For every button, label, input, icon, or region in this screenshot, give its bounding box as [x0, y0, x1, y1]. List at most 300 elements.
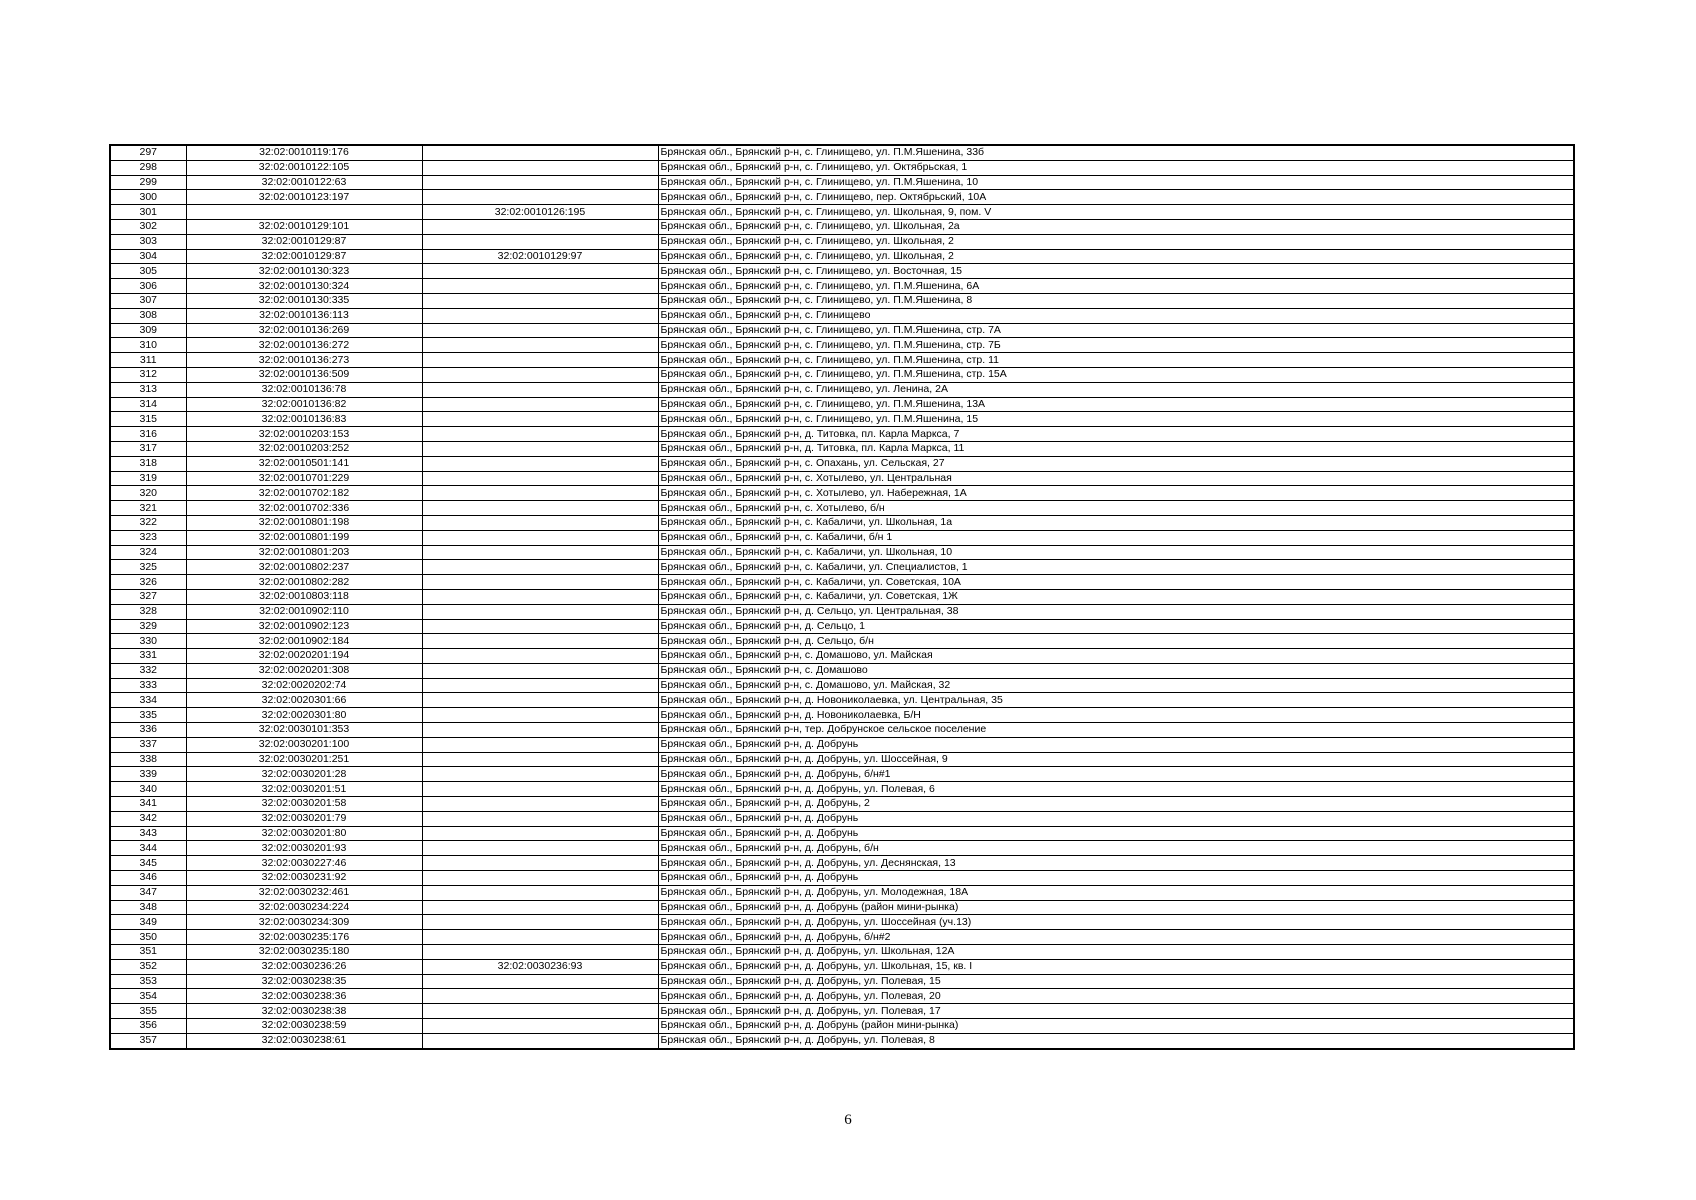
- building-cadastral-number-cell: [422, 1033, 658, 1048]
- table-row: [110, 856, 1574, 871]
- building-cadastral-number-cell: 32:02:0030236:93: [422, 959, 658, 974]
- address-cell: Брянская обл., Брянский р-н, д. Добрунь, ул. Полевая, 15: [658, 974, 1574, 989]
- table-row: [110, 382, 1574, 397]
- row-number-cell: 355: [110, 1004, 186, 1019]
- address-cell: Брянская обл., Брянский р-н, с. Домашово, ул. Майская: [658, 649, 1574, 664]
- table-row: [110, 545, 1574, 560]
- cadastral-number-cell: 32:02:0030201:51: [186, 782, 422, 797]
- table-row: [110, 234, 1574, 249]
- cadastral-number-cell: 32:02:0020201:194: [186, 649, 422, 664]
- cadastral-number-cell: 32:02:0010701:229: [186, 471, 422, 486]
- page-number: 6: [844, 1112, 852, 1128]
- row-number-cell: 345: [110, 856, 186, 871]
- cadastral-number-cell: 32:02:0020202:74: [186, 678, 422, 693]
- table-row: [110, 367, 1574, 382]
- table-row: [110, 338, 1574, 353]
- row-number-cell: 298: [110, 160, 186, 175]
- table-row: [110, 678, 1574, 693]
- cadastral-number-cell: 32:02:0030238:59: [186, 1019, 422, 1034]
- cadastral-number-cell: 32:02:0010136:272: [186, 338, 422, 353]
- table-row: [110, 427, 1574, 442]
- table-row: [110, 308, 1574, 323]
- building-cadastral-number-cell: [422, 782, 658, 797]
- cadastral-number-cell: 32:02:0030201:28: [186, 767, 422, 782]
- table-row: [110, 323, 1574, 338]
- building-cadastral-number-cell: [422, 353, 658, 368]
- row-number-cell: 348: [110, 900, 186, 915]
- cadastral-number-cell: 32:02:0010802:282: [186, 575, 422, 590]
- building-cadastral-number-cell: [422, 515, 658, 530]
- building-cadastral-number-cell: [422, 1019, 658, 1034]
- building-cadastral-number-cell: [422, 634, 658, 649]
- table-row: [110, 486, 1574, 501]
- building-cadastral-number-cell: [422, 649, 658, 664]
- cadastral-number-cell: 32:02:0010130:324: [186, 279, 422, 294]
- table-row: [110, 871, 1574, 886]
- cadastral-number-cell: 32:02:0010902:123: [186, 619, 422, 634]
- row-number-cell: 350: [110, 930, 186, 945]
- table-row: [110, 723, 1574, 738]
- row-number-cell: 305: [110, 264, 186, 279]
- cadastral-number-cell: 32:02:0030235:180: [186, 945, 422, 960]
- address-cell: Брянская обл., Брянский р-н, д. Добрунь: [658, 871, 1574, 886]
- cadastral-number-cell: 32:02:0010801:198: [186, 515, 422, 530]
- address-cell: Брянская обл., Брянский р-н, д. Добрунь (район мини-рынка): [658, 1019, 1574, 1034]
- building-cadastral-number-cell: [422, 190, 658, 205]
- address-cell: Брянская обл., Брянский р-н, с. Кабаличи, ул. Советская, 10А: [658, 575, 1574, 590]
- building-cadastral-number-cell: 32:02:0010126:195: [422, 205, 658, 220]
- table-row: [110, 190, 1574, 205]
- row-number-cell: 316: [110, 427, 186, 442]
- cadastral-number-cell: 32:02:0030227:46: [186, 856, 422, 871]
- cadastral-number-cell: 32:02:0020301:80: [186, 708, 422, 723]
- cadastral-number-cell: 32:02:0010130:335: [186, 293, 422, 308]
- building-cadastral-number-cell: [422, 871, 658, 886]
- row-number-cell: 346: [110, 871, 186, 886]
- cadastral-number-cell: 32:02:0010136:113: [186, 308, 422, 323]
- cadastral-number-cell: 32:02:0010130:323: [186, 264, 422, 279]
- building-cadastral-number-cell: [422, 575, 658, 590]
- cadastral-number-cell: 32:02:0030201:93: [186, 841, 422, 856]
- table-row: [110, 205, 1574, 220]
- building-cadastral-number-cell: [422, 663, 658, 678]
- row-number-cell: 304: [110, 249, 186, 264]
- address-cell: Брянская обл., Брянский р-н, с. Глинищево, ул. П.М.Яшенина, стр. 11: [658, 353, 1574, 368]
- address-cell: Брянская обл., Брянский р-н, с. Глинищево, ул. П.М.Яшенина, 33б: [658, 145, 1574, 160]
- building-cadastral-number-cell: [422, 175, 658, 190]
- address-cell: Брянская обл., Брянский р-н, с. Глинищево: [658, 308, 1574, 323]
- table-row: [110, 501, 1574, 516]
- building-cadastral-number-cell: [422, 323, 658, 338]
- building-cadastral-number-cell: [422, 234, 658, 249]
- row-number-cell: 302: [110, 219, 186, 234]
- building-cadastral-number-cell: [422, 767, 658, 782]
- row-number-cell: 337: [110, 737, 186, 752]
- cadastral-number-cell: 32:02:0030238:35: [186, 974, 422, 989]
- registry-table: [109, 144, 1575, 1050]
- row-number-cell: 330: [110, 634, 186, 649]
- table-row: [110, 279, 1574, 294]
- row-number-cell: 342: [110, 811, 186, 826]
- cadastral-number-cell: 32:02:0030201:251: [186, 752, 422, 767]
- table-row: [110, 264, 1574, 279]
- building-cadastral-number-cell: [422, 811, 658, 826]
- building-cadastral-number-cell: [422, 900, 658, 915]
- cadastral-number-cell: 32:02:0010122:105: [186, 160, 422, 175]
- row-number-cell: 352: [110, 959, 186, 974]
- cadastral-number-cell: 32:02:0010136:269: [186, 323, 422, 338]
- address-cell: Брянская обл., Брянский р-н, д. Добрунь, ул. Школьная, 12А: [658, 945, 1574, 960]
- building-cadastral-number-cell: [422, 856, 658, 871]
- address-cell: Брянская обл., Брянский р-н, с. Домашово, ул. Майская, 32: [658, 678, 1574, 693]
- table-row: [110, 249, 1574, 264]
- row-number-cell: 323: [110, 530, 186, 545]
- table-row: [110, 1019, 1574, 1034]
- table-row: [110, 1033, 1574, 1048]
- address-cell: Брянская обл., Брянский р-н, с. Глинищево, ул. П.М.Яшенина, стр. 7Б: [658, 338, 1574, 353]
- row-number-cell: 313: [110, 382, 186, 397]
- table-row: [110, 885, 1574, 900]
- address-cell: Брянская обл., Брянский р-н, с. Домашово: [658, 663, 1574, 678]
- address-cell: Брянская обл., Брянский р-н, с. Глинищево, ул. Школьная, 2: [658, 249, 1574, 264]
- row-number-cell: 336: [110, 723, 186, 738]
- building-cadastral-number-cell: [422, 693, 658, 708]
- cadastral-number-cell: 32:02:0010123:197: [186, 190, 422, 205]
- building-cadastral-number-cell: [422, 160, 658, 175]
- building-cadastral-number-cell: 32:02:0010129:97: [422, 249, 658, 264]
- row-number-cell: 338: [110, 752, 186, 767]
- table-row: [110, 412, 1574, 427]
- cadastral-number-cell: 32:02:0020201:308: [186, 663, 422, 678]
- building-cadastral-number-cell: [422, 545, 658, 560]
- table-row: [110, 471, 1574, 486]
- building-cadastral-number-cell: [422, 501, 658, 516]
- table-row: [110, 619, 1574, 634]
- address-cell: Брянская обл., Брянский р-н, д. Добрунь: [658, 737, 1574, 752]
- building-cadastral-number-cell: [422, 752, 658, 767]
- building-cadastral-number-cell: [422, 589, 658, 604]
- table-row: [110, 441, 1574, 456]
- table-row: [110, 930, 1574, 945]
- building-cadastral-number-cell: [422, 737, 658, 752]
- address-cell: Брянская обл., Брянский р-н, с. Глинищево, ул. П.М.Яшенина, 13А: [658, 397, 1574, 412]
- row-number-cell: 335: [110, 708, 186, 723]
- address-cell: Брянская обл., Брянский р-н, д. Добрунь, ул. Шоссейная (уч.13): [658, 915, 1574, 930]
- cadastral-number-cell: 32:02:0010203:252: [186, 441, 422, 456]
- cadastral-number-cell: 32:02:0010702:182: [186, 486, 422, 501]
- table-row: [110, 915, 1574, 930]
- building-cadastral-number-cell: [422, 723, 658, 738]
- address-cell: Брянская обл., Брянский р-н, д. Добрунь, ул. Полевая, 20: [658, 989, 1574, 1004]
- row-number-cell: 321: [110, 501, 186, 516]
- address-cell: Брянская обл., Брянский р-н, д. Добрунь, ул. Полевая, 17: [658, 1004, 1574, 1019]
- row-number-cell: 303: [110, 234, 186, 249]
- address-cell: Брянская обл., Брянский р-н, д. Добрунь, ул. Деснянская, 13: [658, 856, 1574, 871]
- cadastral-number-cell: 32:02:0010802:237: [186, 560, 422, 575]
- row-number-cell: 339: [110, 767, 186, 782]
- address-cell: Брянская обл., Брянский р-н, с. Кабаличи, ул. Специалистов, 1: [658, 560, 1574, 575]
- row-number-cell: 325: [110, 560, 186, 575]
- row-number-cell: 334: [110, 693, 186, 708]
- cadastral-number-cell: 32:02:0030101:353: [186, 723, 422, 738]
- address-cell: Брянская обл., Брянский р-н, с. Хотылево, б/н: [658, 501, 1574, 516]
- table-row: [110, 353, 1574, 368]
- address-cell: Брянская обл., Брянский р-н, с. Кабаличи, ул. Школьная, 1а: [658, 515, 1574, 530]
- row-number-cell: 322: [110, 515, 186, 530]
- building-cadastral-number-cell: [422, 264, 658, 279]
- address-cell: Брянская обл., Брянский р-н, тер. Добрунское сельское поселение: [658, 723, 1574, 738]
- building-cadastral-number-cell: [422, 486, 658, 501]
- building-cadastral-number-cell: [422, 145, 658, 160]
- building-cadastral-number-cell: [422, 974, 658, 989]
- row-number-cell: 357: [110, 1033, 186, 1048]
- building-cadastral-number-cell: [422, 397, 658, 412]
- table-row: [110, 693, 1574, 708]
- building-cadastral-number-cell: [422, 338, 658, 353]
- cadastral-number-cell: 32:02:0010136:273: [186, 353, 422, 368]
- address-cell: Брянская обл., Брянский р-н, д. Добрунь, ул. Молодежная, 18А: [658, 885, 1574, 900]
- building-cadastral-number-cell: [422, 826, 658, 841]
- row-number-cell: 311: [110, 353, 186, 368]
- row-number-cell: 308: [110, 308, 186, 323]
- building-cadastral-number-cell: [422, 841, 658, 856]
- building-cadastral-number-cell: [422, 367, 658, 382]
- building-cadastral-number-cell: [422, 1004, 658, 1019]
- address-cell: Брянская обл., Брянский р-н, с. Глинищево, ул. П.М.Яшенина, стр. 15А: [658, 367, 1574, 382]
- cadastral-number-cell: 32:02:0030238:38: [186, 1004, 422, 1019]
- cadastral-number-cell: 32:02:0010902:184: [186, 634, 422, 649]
- building-cadastral-number-cell: [422, 471, 658, 486]
- table-row: [110, 530, 1574, 545]
- cadastral-number-cell: 32:02:0030201:58: [186, 797, 422, 812]
- cadastral-number-cell: 32:02:0030235:176: [186, 930, 422, 945]
- address-cell: Брянская обл., Брянский р-н, с. Глинищево, ул. Ленина, 2А: [658, 382, 1574, 397]
- address-cell: Брянская обл., Брянский р-н, д. Добрунь, ул. Полевая, 8: [658, 1033, 1574, 1048]
- row-number-cell: 317: [110, 441, 186, 456]
- cadastral-number-cell: 32:02:0030238:36: [186, 989, 422, 1004]
- address-cell: Брянская обл., Брянский р-н, с. Хотылево, ул. Центральная: [658, 471, 1574, 486]
- cadastral-number-cell: 32:02:0010203:153: [186, 427, 422, 442]
- cadastral-number-cell: 32:02:0010801:199: [186, 530, 422, 545]
- cadastral-number-cell: 32:02:0010702:336: [186, 501, 422, 516]
- row-number-cell: 328: [110, 604, 186, 619]
- address-cell: Брянская обл., Брянский р-н, д. Титовка, пл. Карла Маркса, 7: [658, 427, 1574, 442]
- row-number-cell: 326: [110, 575, 186, 590]
- table-row: [110, 219, 1574, 234]
- building-cadastral-number-cell: [422, 441, 658, 456]
- address-cell: Брянская обл., Брянский р-н, с. Глинищево, ул. П.М.Яшенина, 10: [658, 175, 1574, 190]
- table-row: [110, 160, 1574, 175]
- cadastral-number-cell: 32:02:0030201:80: [186, 826, 422, 841]
- table-row: [110, 649, 1574, 664]
- table-row: [110, 589, 1574, 604]
- address-cell: Брянская обл., Брянский р-н, д. Сельцо, б/н: [658, 634, 1574, 649]
- cadastral-number-cell: 32:02:0030231:92: [186, 871, 422, 886]
- row-number-cell: 300: [110, 190, 186, 205]
- table-row: [110, 515, 1574, 530]
- row-number-cell: 315: [110, 412, 186, 427]
- address-cell: Брянская обл., Брянский р-н, с. Глинищево, пер. Октябрьский, 10А: [658, 190, 1574, 205]
- row-number-cell: 320: [110, 486, 186, 501]
- row-number-cell: 307: [110, 293, 186, 308]
- cadastral-number-cell: 32:02:0010122:63: [186, 175, 422, 190]
- building-cadastral-number-cell: [422, 219, 658, 234]
- cadastral-number-cell: 32:02:0030234:224: [186, 900, 422, 915]
- building-cadastral-number-cell: [422, 930, 658, 945]
- table-row: [110, 797, 1574, 812]
- row-number-cell: 310: [110, 338, 186, 353]
- row-number-cell: 332: [110, 663, 186, 678]
- row-number-cell: 351: [110, 945, 186, 960]
- row-number-cell: 318: [110, 456, 186, 471]
- table-row: [110, 826, 1574, 841]
- row-number-cell: 301: [110, 205, 186, 220]
- address-cell: Брянская обл., Брянский р-н, с. Глинищево, ул. Октябрьская, 1: [658, 160, 1574, 175]
- building-cadastral-number-cell: [422, 708, 658, 723]
- cadastral-number-cell: 32:02:0010136:509: [186, 367, 422, 382]
- table-row: [110, 397, 1574, 412]
- row-number-cell: 349: [110, 915, 186, 930]
- building-cadastral-number-cell: [422, 412, 658, 427]
- address-cell: Брянская обл., Брянский р-н, д. Добрунь, ул. Школьная, 15, кв. I: [658, 959, 1574, 974]
- address-cell: Брянская обл., Брянский р-н, с. Глинищево, ул. П.М.Яшенина, 6А: [658, 279, 1574, 294]
- row-number-cell: 327: [110, 589, 186, 604]
- table-row: [110, 456, 1574, 471]
- building-cadastral-number-cell: [422, 530, 658, 545]
- building-cadastral-number-cell: [422, 915, 658, 930]
- building-cadastral-number-cell: [422, 989, 658, 1004]
- address-cell: Брянская обл., Брянский р-н, с. Глинищево, ул. П.М.Яшенина, 15: [658, 412, 1574, 427]
- address-cell: Брянская обл., Брянский р-н, с. Глинищево, ул. П.М.Яшенина, 8: [658, 293, 1574, 308]
- cadastral-number-cell: 32:02:0030201:100: [186, 737, 422, 752]
- address-cell: Брянская обл., Брянский р-н, д. Новониколаевка, Б/Н: [658, 708, 1574, 723]
- building-cadastral-number-cell: [422, 308, 658, 323]
- address-cell: Брянская обл., Брянский р-н, д. Новониколаевка, ул. Центральная, 35: [658, 693, 1574, 708]
- building-cadastral-number-cell: [422, 427, 658, 442]
- cadastral-number-cell: 32:02:0010119:176: [186, 145, 422, 160]
- cadastral-number-cell: 32:02:0030201:79: [186, 811, 422, 826]
- table-row: [110, 708, 1574, 723]
- address-cell: Брянская обл., Брянский р-н, с. Глинищево, ул. Восточная, 15: [658, 264, 1574, 279]
- table-row: [110, 811, 1574, 826]
- address-cell: Брянская обл., Брянский р-н, д. Добрунь, б/н: [658, 841, 1574, 856]
- address-cell: Брянская обл., Брянский р-н, д. Сельцо, ул. Центральная, 38: [658, 604, 1574, 619]
- table-row: [110, 752, 1574, 767]
- building-cadastral-number-cell: [422, 678, 658, 693]
- table-row: [110, 989, 1574, 1004]
- building-cadastral-number-cell: [422, 885, 658, 900]
- address-cell: Брянская обл., Брянский р-н, д. Добрунь, б/н#2: [658, 930, 1574, 945]
- address-cell: Брянская обл., Брянский р-н, д. Добрунь: [658, 811, 1574, 826]
- address-cell: Брянская обл., Брянский р-н, д. Титовка, пл. Карла Маркса, 11: [658, 441, 1574, 456]
- building-cadastral-number-cell: [422, 293, 658, 308]
- address-cell: Брянская обл., Брянский р-н, д. Сельцо, 1: [658, 619, 1574, 634]
- building-cadastral-number-cell: [422, 604, 658, 619]
- row-number-cell: 356: [110, 1019, 186, 1034]
- cadastral-number-cell: 32:02:0010136:78: [186, 382, 422, 397]
- row-number-cell: 324: [110, 545, 186, 560]
- cadastral-number-cell: 32:02:0030236:26: [186, 959, 422, 974]
- cadastral-number-cell: 32:02:0010803:118: [186, 589, 422, 604]
- table-row: [110, 604, 1574, 619]
- row-number-cell: 299: [110, 175, 186, 190]
- table-row: [110, 634, 1574, 649]
- address-cell: Брянская обл., Брянский р-н, с. Глинищево, ул. Школьная, 9, пом. V: [658, 205, 1574, 220]
- row-number-cell: 344: [110, 841, 186, 856]
- cadastral-number-cell: 32:02:0010501:141: [186, 456, 422, 471]
- cadastral-number-cell: 32:02:0010129:87: [186, 234, 422, 249]
- cadastral-number-cell: 32:02:0010136:83: [186, 412, 422, 427]
- cadastral-number-cell: 32:02:0030232:461: [186, 885, 422, 900]
- address-cell: Брянская обл., Брянский р-н, д. Добрунь: [658, 826, 1574, 841]
- row-number-cell: 353: [110, 974, 186, 989]
- registry-table-body: [110, 145, 1574, 1049]
- table-row: [110, 974, 1574, 989]
- row-number-cell: 333: [110, 678, 186, 693]
- cadastral-number-cell: 32:02:0010129:101: [186, 219, 422, 234]
- row-number-cell: 331: [110, 649, 186, 664]
- cadastral-number-cell: 32:02:0030234:309: [186, 915, 422, 930]
- table-row: [110, 945, 1574, 960]
- cadastral-number-cell: 32:02:0010136:82: [186, 397, 422, 412]
- address-cell: Брянская обл., Брянский р-н, с. Глинищево, ул. Школьная, 2: [658, 234, 1574, 249]
- cadastral-number-cell: 32:02:0010129:87: [186, 249, 422, 264]
- address-cell: Брянская обл., Брянский р-н, д. Добрунь, 2: [658, 797, 1574, 812]
- table-row: [110, 575, 1574, 590]
- building-cadastral-number-cell: [422, 279, 658, 294]
- address-cell: Брянская обл., Брянский р-н, с. Опахань, ул. Сельская, 27: [658, 456, 1574, 471]
- address-cell: Брянская обл., Брянский р-н, с. Кабаличи, ул. Советская, 1Ж: [658, 589, 1574, 604]
- table-row: [110, 841, 1574, 856]
- building-cadastral-number-cell: [422, 619, 658, 634]
- row-number-cell: 343: [110, 826, 186, 841]
- table-row: [110, 737, 1574, 752]
- row-number-cell: 314: [110, 397, 186, 412]
- row-number-cell: 312: [110, 367, 186, 382]
- table-row: [110, 293, 1574, 308]
- address-cell: Брянская обл., Брянский р-н, с. Кабаличи, ул. Школьная, 10: [658, 545, 1574, 560]
- address-cell: Брянская обл., Брянский р-н, д. Добрунь, б/н#1: [658, 767, 1574, 782]
- address-cell: Брянская обл., Брянский р-н, д. Добрунь, ул. Шоссейная, 9: [658, 752, 1574, 767]
- building-cadastral-number-cell: [422, 456, 658, 471]
- row-number-cell: 306: [110, 279, 186, 294]
- address-cell: Брянская обл., Брянский р-н, с. Кабаличи, б/н 1: [658, 530, 1574, 545]
- table-row: [110, 782, 1574, 797]
- row-number-cell: 341: [110, 797, 186, 812]
- address-cell: Брянская обл., Брянский р-н, д. Добрунь (район мини-рынка): [658, 900, 1574, 915]
- table-row: [110, 1004, 1574, 1019]
- table-row: [110, 959, 1574, 974]
- cadastral-number-cell: 32:02:0030238:61: [186, 1033, 422, 1048]
- building-cadastral-number-cell: [422, 560, 658, 575]
- table-row: [110, 145, 1574, 160]
- table-row: [110, 663, 1574, 678]
- building-cadastral-number-cell: [422, 382, 658, 397]
- address-cell: Брянская обл., Брянский р-н, д. Добрунь, ул. Полевая, 6: [658, 782, 1574, 797]
- cadastral-number-cell: [186, 205, 422, 220]
- cadastral-number-cell: 32:02:0010801:203: [186, 545, 422, 560]
- building-cadastral-number-cell: [422, 945, 658, 960]
- row-number-cell: 340: [110, 782, 186, 797]
- address-cell: Брянская обл., Брянский р-н, с. Глинищево, ул. Школьная, 2а: [658, 219, 1574, 234]
- row-number-cell: 329: [110, 619, 186, 634]
- table-row: [110, 900, 1574, 915]
- cadastral-number-cell: 32:02:0020301:66: [186, 693, 422, 708]
- table-row: [110, 560, 1574, 575]
- table-row: [110, 767, 1574, 782]
- address-cell: Брянская обл., Брянский р-н, с. Хотылево, ул. Набережная, 1А: [658, 486, 1574, 501]
- row-number-cell: 309: [110, 323, 186, 338]
